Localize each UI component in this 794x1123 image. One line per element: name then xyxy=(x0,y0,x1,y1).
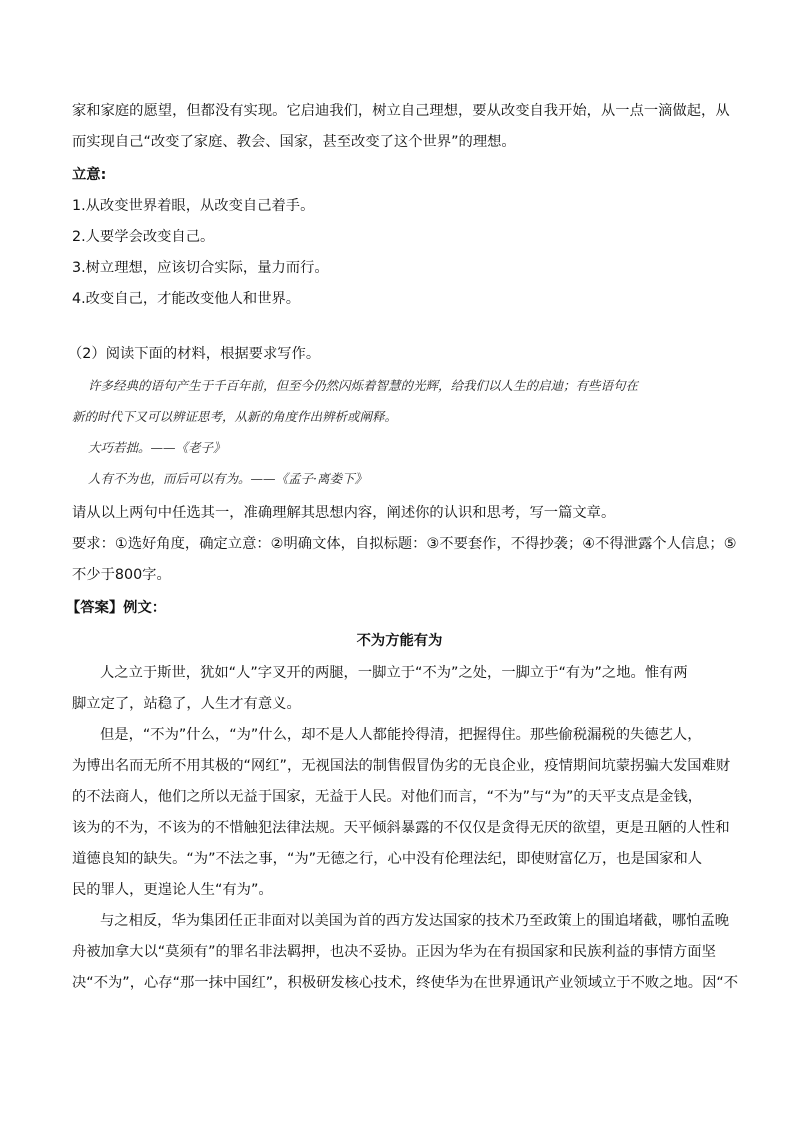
essay-body xyxy=(72,658,739,999)
intro-line-2: 而实现自己“改变了家庭、教会、国家，甚至改变了这个世界”的理想。 xyxy=(72,134,516,150)
essay-title-block xyxy=(72,626,727,657)
material-line-2: 新的时代下又可以辨证思考，从新的角度作出辨析或阐释。 xyxy=(72,409,398,424)
p2-line-3: 的不法商人，他们之所以无益于国家，无益于人民。对他们而言，“不为”与“为”的天平支点是金钱， xyxy=(72,789,703,805)
liyi-item-4: 4.改变自己，才能改变他人和世界。 xyxy=(72,291,301,307)
p2-line-5: 道德良知的缺失。“为”不法之事，“为”无德之行，心中没有伦理法纪，即使财富亿万，也是国家和人 xyxy=(72,851,703,867)
p1-line-2: 脚立定了，站稳了，人生才有意义。 xyxy=(72,696,301,712)
question-title-block xyxy=(68,339,723,370)
quote-mengzi: 人有不为也，而后可以有为。——《孟子·离娄下》 xyxy=(88,471,367,486)
p3-line-2: 舟被加拿大以“莫须有”的罪名非法羁押，也决不妥协。正因为华为在有损国家和民族利益的事情方面坚 xyxy=(72,944,716,960)
material-line-1: 许多经典的语句产生于千百年前，但至今仍然闪烁着智慧的光辉，给我们以人生的启迪；有些语句在 xyxy=(88,378,639,393)
liyi-section xyxy=(72,160,727,315)
intro-line-1: 家和家庭的愿望，但都没有实现。它启迪我们，树立自己理想，要从改变自我开始，从一点一滴做起，从 xyxy=(72,103,730,119)
essay-title: 不为方能有为 xyxy=(356,633,443,649)
p2-line-2: 为博出名而无所不用其极的“网红”，无视国法的制售假冒伪劣的无良企业，疫情期间坑蒙拐骗大发国难财 xyxy=(72,758,731,774)
liyi-item-3: 3.树立理想，应该切合实际，量力而行。 xyxy=(72,260,329,276)
p3-line-1: 与之相反，华为集团任正非面对以美国为首的西方发达国家的技术乃至政策上的围追堵截，哪怕孟晚 xyxy=(100,913,730,929)
question-title: （2）阅读下面的材料，根据要求写作。 xyxy=(68,346,321,362)
p2-line-6: 民的罪人，更遑论人生“有为”。 xyxy=(72,882,273,898)
answer-label-block xyxy=(66,593,721,624)
answer-label: 【答案】例文： xyxy=(66,600,167,616)
p3-line-3: 决“不为”，心存“那一抹中国红”，积极研发核心技术，终使华为在世界通讯产业领域立于不败之地。因“不 xyxy=(72,975,739,991)
liyi-item-2: 2.人要学会改变自己。 xyxy=(72,229,215,245)
quote-laozi: 大巧若拙。——《老子》 xyxy=(88,440,226,455)
liyi-heading: 立意: xyxy=(72,167,107,183)
task-text: 请从以上两句中任选其一，准确理解其思想内容，阐述你的认识和思考，写一篇文章。 xyxy=(72,505,616,521)
p2-line-1: 但是，“不为”什么，“为”什么，却不是人人都能拎得清，把握得住。那些偷税漏税的失德艺人， xyxy=(100,727,702,743)
question-task xyxy=(72,498,737,591)
p2-line-4: 该为的不为，不该为的不惜触犯法律法规。天平倾斜暴露的不仅仅是贪得无厌的欲望，更是丑陋的人性和 xyxy=(72,820,730,836)
requirements-line-2: 不少于800字。 xyxy=(72,567,171,583)
requirements-line-1: 要求：①选好角度，确定立意：②明确文体，自拟标题：③不要套作，不得抄袭；④不得泄露个人信息；⑤ xyxy=(72,536,737,552)
liyi-item-1: 1.从改变世界着眼，从改变自己着手。 xyxy=(72,198,315,214)
question-material xyxy=(72,370,728,494)
intro-paragraph xyxy=(72,96,730,158)
p1-line-1: 人之立于斯世，犹如“人”字叉开的两腿，一脚立于“不为”之处，一脚立于“有为”之地。惟有两 xyxy=(100,665,688,681)
